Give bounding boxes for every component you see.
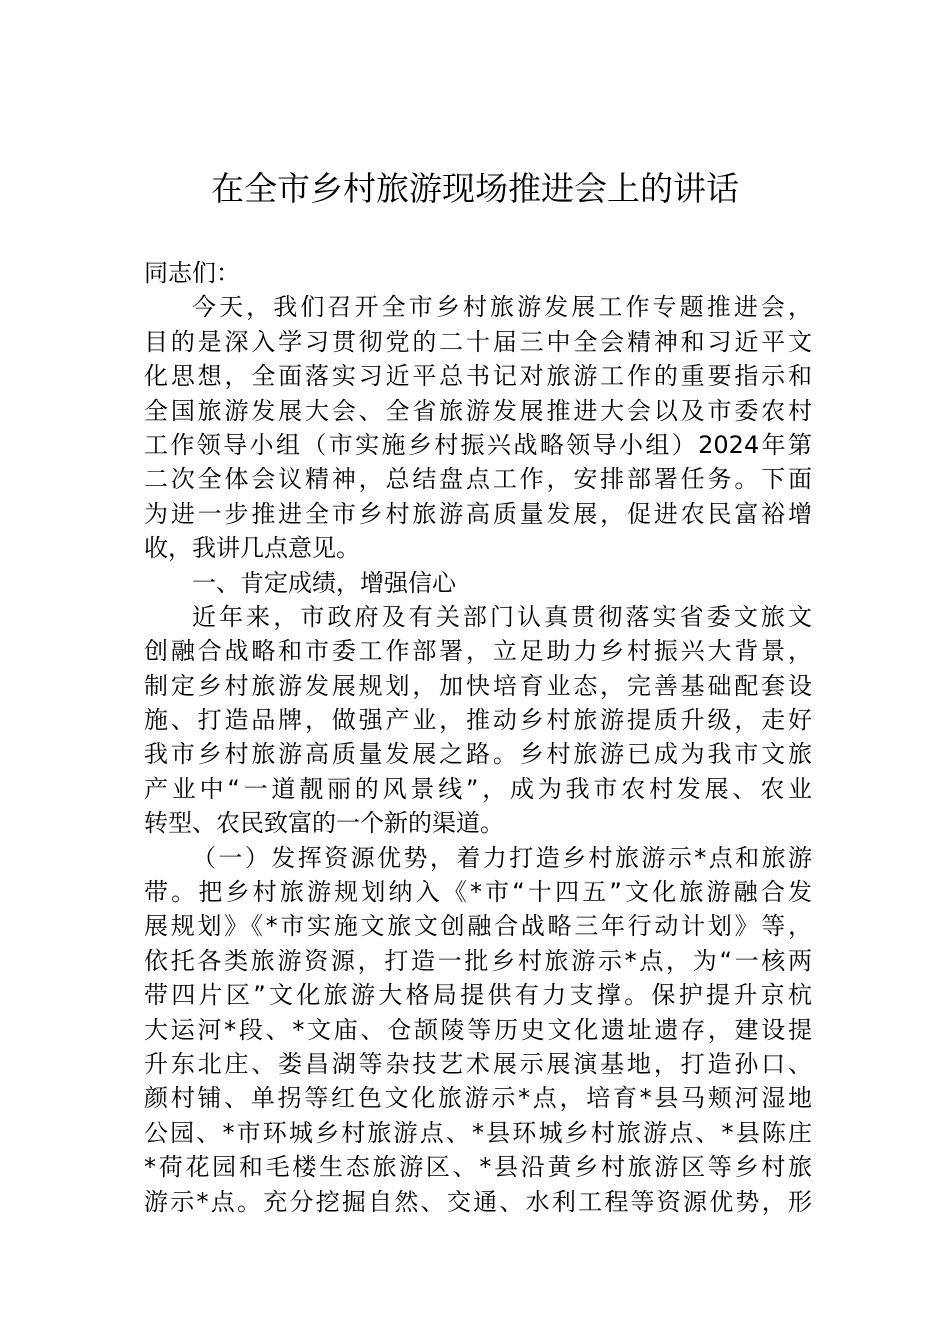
- paragraph-line: 升东北庄、娄昌湖等杂技艺术展示展演基地，打造孙口、: [144, 1049, 812, 1078]
- document-body: [144, 256, 812, 1219]
- paragraph-line: 目的是深入学习贯彻党的二十届三中全会精神和习近平文: [144, 327, 812, 356]
- paragraph-line: 转型、农民致富的一个新的渠道。: [144, 809, 504, 838]
- paragraph-line: 收，我讲几点意见。: [144, 534, 360, 563]
- paragraph-line: 颜村铺、单拐等红色文化旅游示*点，培育*县马颊河湿地: [144, 1084, 812, 1113]
- paragraph-line: 创融合战略和市委工作部署，立足助力乡村振兴大背景，: [144, 637, 812, 666]
- paragraph-line: 我市乡村旅游高质量发展之路。乡村旅游已成为我市文旅: [144, 740, 812, 769]
- paragraph-line: 展规划》《*市实施文旅文创融合战略三年行动计划》等，: [144, 912, 812, 941]
- section-heading: 一、肯定成绩，增强信心: [192, 568, 456, 597]
- paragraph-line: 近年来，市政府及有关部门认真贯彻落实省委文旅文: [192, 602, 812, 631]
- paragraph-line: 制定乡村旅游发展规划，加快培育业态，完善基础配套设: [144, 671, 812, 700]
- paragraph-line: 大运河*段、*文庙、仓颉陵等历史文化遗址遗存，建设提: [144, 1015, 812, 1044]
- paragraph-line: 二次全体会议精神，总结盘点工作，安排部署任务。下面: [144, 465, 812, 494]
- paragraph-line: 全国旅游发展大会、全省旅游发展推进大会以及市委农村: [144, 396, 812, 425]
- paragraph-line: 为进一步推进全市乡村旅游高质量发展，促进农民富裕增: [144, 499, 812, 528]
- salutation: 同志们：: [144, 259, 240, 287]
- paragraph-line: 工作领导小组（市实施乡村振兴战略领导小组）2024年第: [144, 430, 812, 459]
- paragraph-line: 带四片区”文化旅游大格局提供有力支撑。保护提升京杭: [144, 981, 812, 1010]
- subsection-line: （一）发挥资源优势，着力打造乡村旅游示*点和旅游: [192, 843, 812, 872]
- paragraph-line: 依托各类旅游资源，打造一批乡村旅游示*点，为“一核两: [144, 946, 812, 975]
- paragraph-line: 化思想，全面落实习近平总书记对旅游工作的重要指示和: [144, 362, 812, 391]
- paragraph-line: *荷花园和毛楼生态旅游区、*县沿黄乡村旅游区等乡村旅: [144, 1153, 812, 1182]
- paragraph-line: 施、打造品牌，做强产业，推动乡村旅游提质升级，走好: [144, 706, 812, 735]
- paragraph-line: 带。把乡村旅游规划纳入《*市“十四五”文化旅游融合发: [144, 878, 812, 907]
- paragraph-line: 游示*点。充分挖掘自然、交通、水利工程等资源优势，形: [144, 1187, 812, 1216]
- paragraph-line: 今天，我们召开全市乡村旅游发展工作专题推进会，: [192, 293, 812, 322]
- paragraph-line: 产业中“一道靓丽的风景线”，成为我市农村发展、农业: [144, 774, 812, 803]
- document-title: 在全市乡村旅游现场推进会上的讲话: [211, 169, 739, 208]
- paragraph-line: 公园、*市环城乡村旅游点、*县环城乡村旅游点、*县陈庄: [144, 1118, 812, 1147]
